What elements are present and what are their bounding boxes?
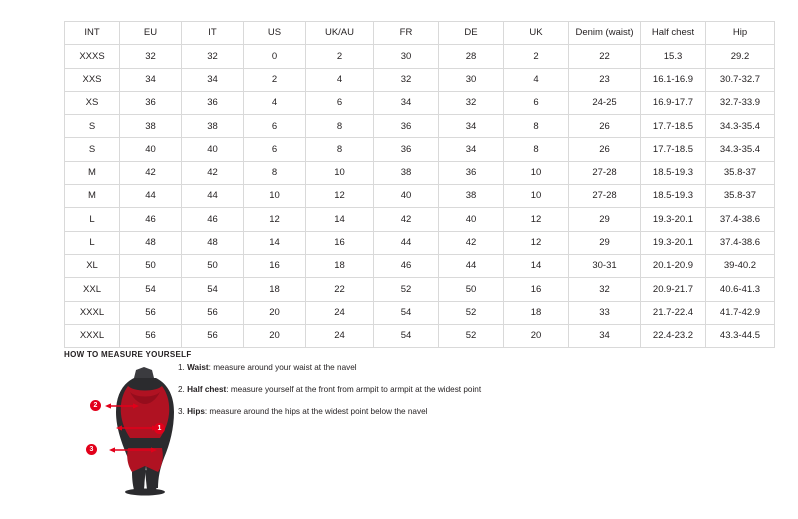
cell-uk-au: 18	[306, 254, 374, 277]
cell-eu: 32	[120, 45, 182, 68]
cell-us: 10	[244, 185, 306, 208]
cell-int: L	[65, 208, 120, 231]
cell-int: XL	[65, 254, 120, 277]
cell-denim-waist: 27-28	[569, 161, 641, 184]
measure-instructions	[178, 364, 578, 431]
cell-fr: 38	[374, 161, 439, 184]
cell-hip: 43.3-44.5	[706, 324, 775, 347]
cell-fr: 52	[374, 278, 439, 301]
cell-int: XXS	[65, 68, 120, 91]
cell-it: 32	[182, 45, 244, 68]
cell-de: 34	[439, 115, 504, 138]
measure-badge-1: 1	[154, 423, 165, 434]
measure-instruction-waist	[178, 364, 578, 372]
cell-uk: 10	[504, 185, 569, 208]
cell-it: 48	[182, 231, 244, 254]
cell-us: 16	[244, 254, 306, 277]
cell-hip: 40.6-41.3	[706, 278, 775, 301]
cell-eu: 44	[120, 185, 182, 208]
cell-denim-waist: 33	[569, 301, 641, 324]
size-chart-table-container	[64, 21, 761, 348]
table-row	[65, 324, 775, 347]
cell-uk: 10	[504, 161, 569, 184]
cell-hip: 39-40.2	[706, 254, 775, 277]
measure-badge-3: 3	[86, 444, 97, 455]
cell-it: 44	[182, 185, 244, 208]
column-header-eu: EU	[120, 22, 182, 45]
table-header-row	[65, 22, 775, 45]
cell-half-chest: 19.3-20.1	[641, 208, 706, 231]
cell-half-chest: 18.5-19.3	[641, 161, 706, 184]
table-row	[65, 231, 775, 254]
cell-hip: 41.7-42.9	[706, 301, 775, 324]
cell-it: 54	[182, 278, 244, 301]
cell-half-chest: 22.4-23.2	[641, 324, 706, 347]
cell-de: 52	[439, 324, 504, 347]
cell-de: 42	[439, 231, 504, 254]
table-header	[65, 22, 775, 45]
cell-hip: 35.8-37	[706, 161, 775, 184]
cell-half-chest: 19.3-20.1	[641, 231, 706, 254]
cell-us: 6	[244, 115, 306, 138]
cell-hip: 32.7-33.9	[706, 91, 775, 114]
cell-eu: 40	[120, 138, 182, 161]
instruction-text: : measure around your waist at the navel	[208, 363, 357, 372]
cell-de: 34	[439, 138, 504, 161]
cell-denim-waist: 26	[569, 138, 641, 161]
cell-de: 52	[439, 301, 504, 324]
column-header-fr: FR	[374, 22, 439, 45]
cell-us: 20	[244, 324, 306, 347]
cell-half-chest: 20.9-21.7	[641, 278, 706, 301]
cell-half-chest: 18.5-19.3	[641, 185, 706, 208]
instruction-text: : measure around the hips at the widest point below the navel	[204, 407, 428, 417]
table-row	[65, 45, 775, 68]
cell-uk: 8	[504, 115, 569, 138]
cell-int: M	[65, 185, 120, 208]
column-header-int: INT	[65, 22, 120, 45]
cell-eu: 50	[120, 254, 182, 277]
cell-fr: 30	[374, 45, 439, 68]
cell-de: 30	[439, 68, 504, 91]
column-header-denim-waist: Denim (waist)	[569, 22, 641, 45]
cell-uk: 6	[504, 91, 569, 114]
cell-uk-au: 24	[306, 324, 374, 347]
cell-eu: 36	[120, 91, 182, 114]
cell-us: 20	[244, 301, 306, 324]
cell-fr: 32	[374, 68, 439, 91]
cell-it: 36	[182, 91, 244, 114]
table-row	[65, 278, 775, 301]
column-header-uk: UK	[504, 22, 569, 45]
cell-uk-au: 4	[306, 68, 374, 91]
column-header-it: IT	[182, 22, 244, 45]
table-row	[65, 161, 775, 184]
cell-hip: 35.8-37	[706, 185, 775, 208]
cell-denim-waist: 22	[569, 45, 641, 68]
cell-fr: 44	[374, 231, 439, 254]
cell-int: S	[65, 115, 120, 138]
cell-us: 2	[244, 68, 306, 91]
table-row	[65, 208, 775, 231]
cell-fr: 46	[374, 254, 439, 277]
cell-int: M	[65, 161, 120, 184]
cell-us: 4	[244, 91, 306, 114]
cell-it: 40	[182, 138, 244, 161]
cell-fr: 34	[374, 91, 439, 114]
cell-int: L	[65, 231, 120, 254]
cell-half-chest: 17.7-18.5	[641, 115, 706, 138]
measure-instruction-half-chest	[178, 386, 578, 394]
instruction-text: : measure yourself at the front from armpit to armpit at the widest point	[226, 385, 482, 395]
instruction-term: Waist	[187, 363, 209, 372]
cell-uk-au: 2	[306, 45, 374, 68]
cell-us: 12	[244, 208, 306, 231]
measure-badge-2: 2	[90, 400, 101, 411]
cell-de: 50	[439, 278, 504, 301]
cell-half-chest: 15.3	[641, 45, 706, 68]
cell-us: 18	[244, 278, 306, 301]
column-header-half-chest: Half chest	[641, 22, 706, 45]
cell-de: 40	[439, 208, 504, 231]
cell-uk: 8	[504, 138, 569, 161]
cell-half-chest: 21.7-22.4	[641, 301, 706, 324]
cell-denim-waist: 29	[569, 231, 641, 254]
cell-eu: 56	[120, 301, 182, 324]
cell-uk-au: 22	[306, 278, 374, 301]
cell-int: S	[65, 138, 120, 161]
cell-denim-waist: 32	[569, 278, 641, 301]
cell-fr: 42	[374, 208, 439, 231]
measure-instruction-hips	[178, 408, 578, 416]
cell-eu: 34	[120, 68, 182, 91]
cell-eu: 56	[120, 324, 182, 347]
cell-fr: 36	[374, 138, 439, 161]
cell-uk: 16	[504, 278, 569, 301]
cell-fr: 36	[374, 115, 439, 138]
cell-hip: 30.7-32.7	[706, 68, 775, 91]
instruction-number: 1.	[178, 363, 185, 372]
cell-half-chest: 17.7-18.5	[641, 138, 706, 161]
cell-hip: 34.3-35.4	[706, 138, 775, 161]
table-row	[65, 185, 775, 208]
cell-fr: 54	[374, 324, 439, 347]
cell-hip: 34.3-35.4	[706, 115, 775, 138]
cell-uk-au: 10	[306, 161, 374, 184]
cell-uk: 2	[504, 45, 569, 68]
cell-uk: 14	[504, 254, 569, 277]
cell-it: 38	[182, 115, 244, 138]
cell-eu: 46	[120, 208, 182, 231]
cell-it: 56	[182, 324, 244, 347]
cell-uk: 20	[504, 324, 569, 347]
column-header-hip: Hip	[706, 22, 775, 45]
cell-half-chest: 16.9-17.7	[641, 91, 706, 114]
how-to-measure-title: HOW TO MEASURE YOURSELF	[64, 350, 192, 359]
cell-int: XXXS	[65, 45, 120, 68]
cell-int: XXXL	[65, 301, 120, 324]
cell-de: 38	[439, 185, 504, 208]
cell-int: XS	[65, 91, 120, 114]
table-row	[65, 91, 775, 114]
table-row	[65, 301, 775, 324]
cell-denim-waist: 34	[569, 324, 641, 347]
cell-it: 46	[182, 208, 244, 231]
cell-int: XXXL	[65, 324, 120, 347]
cell-us: 0	[244, 45, 306, 68]
cell-half-chest: 16.1-16.9	[641, 68, 706, 91]
cell-fr: 54	[374, 301, 439, 324]
table-row	[65, 254, 775, 277]
cell-denim-waist: 26	[569, 115, 641, 138]
cell-int: XXL	[65, 278, 120, 301]
cell-it: 42	[182, 161, 244, 184]
table-row	[65, 68, 775, 91]
cell-eu: 48	[120, 231, 182, 254]
table-row	[65, 138, 775, 161]
cell-uk-au: 8	[306, 138, 374, 161]
cell-hip: 29.2	[706, 45, 775, 68]
cell-de: 28	[439, 45, 504, 68]
cell-uk: 12	[504, 208, 569, 231]
instruction-term: Half chest	[187, 385, 227, 395]
cell-de: 32	[439, 91, 504, 114]
cell-it: 50	[182, 254, 244, 277]
cell-us: 6	[244, 138, 306, 161]
cell-denim-waist: 29	[569, 208, 641, 231]
size-chart-table	[64, 21, 775, 348]
cell-uk: 4	[504, 68, 569, 91]
cell-uk-au: 24	[306, 301, 374, 324]
cell-eu: 42	[120, 161, 182, 184]
cell-uk-au: 14	[306, 208, 374, 231]
table-row	[65, 115, 775, 138]
cell-uk-au: 16	[306, 231, 374, 254]
cell-denim-waist: 24-25	[569, 91, 641, 114]
cell-uk: 18	[504, 301, 569, 324]
column-header-de: DE	[439, 22, 504, 45]
column-header-us: US	[244, 22, 306, 45]
cell-fr: 40	[374, 185, 439, 208]
instruction-number: 3.	[178, 407, 185, 417]
cell-it: 56	[182, 301, 244, 324]
cell-hip: 37.4-38.6	[706, 231, 775, 254]
cell-denim-waist: 27-28	[569, 185, 641, 208]
cell-it: 34	[182, 68, 244, 91]
cell-uk-au: 8	[306, 115, 374, 138]
table-body	[65, 45, 775, 348]
cell-de: 36	[439, 161, 504, 184]
instruction-number: 2.	[178, 385, 185, 395]
cell-uk: 12	[504, 231, 569, 254]
cell-uk-au: 6	[306, 91, 374, 114]
cell-us: 8	[244, 161, 306, 184]
cell-hip: 37.4-38.6	[706, 208, 775, 231]
instruction-term: Hips	[187, 407, 205, 417]
cell-us: 14	[244, 231, 306, 254]
cell-uk-au: 12	[306, 185, 374, 208]
cell-half-chest: 20.1-20.9	[641, 254, 706, 277]
column-header-uk-au: UK/AU	[306, 22, 374, 45]
cell-eu: 38	[120, 115, 182, 138]
cell-denim-waist: 23	[569, 68, 641, 91]
cell-de: 44	[439, 254, 504, 277]
cell-denim-waist: 30-31	[569, 254, 641, 277]
cell-eu: 54	[120, 278, 182, 301]
